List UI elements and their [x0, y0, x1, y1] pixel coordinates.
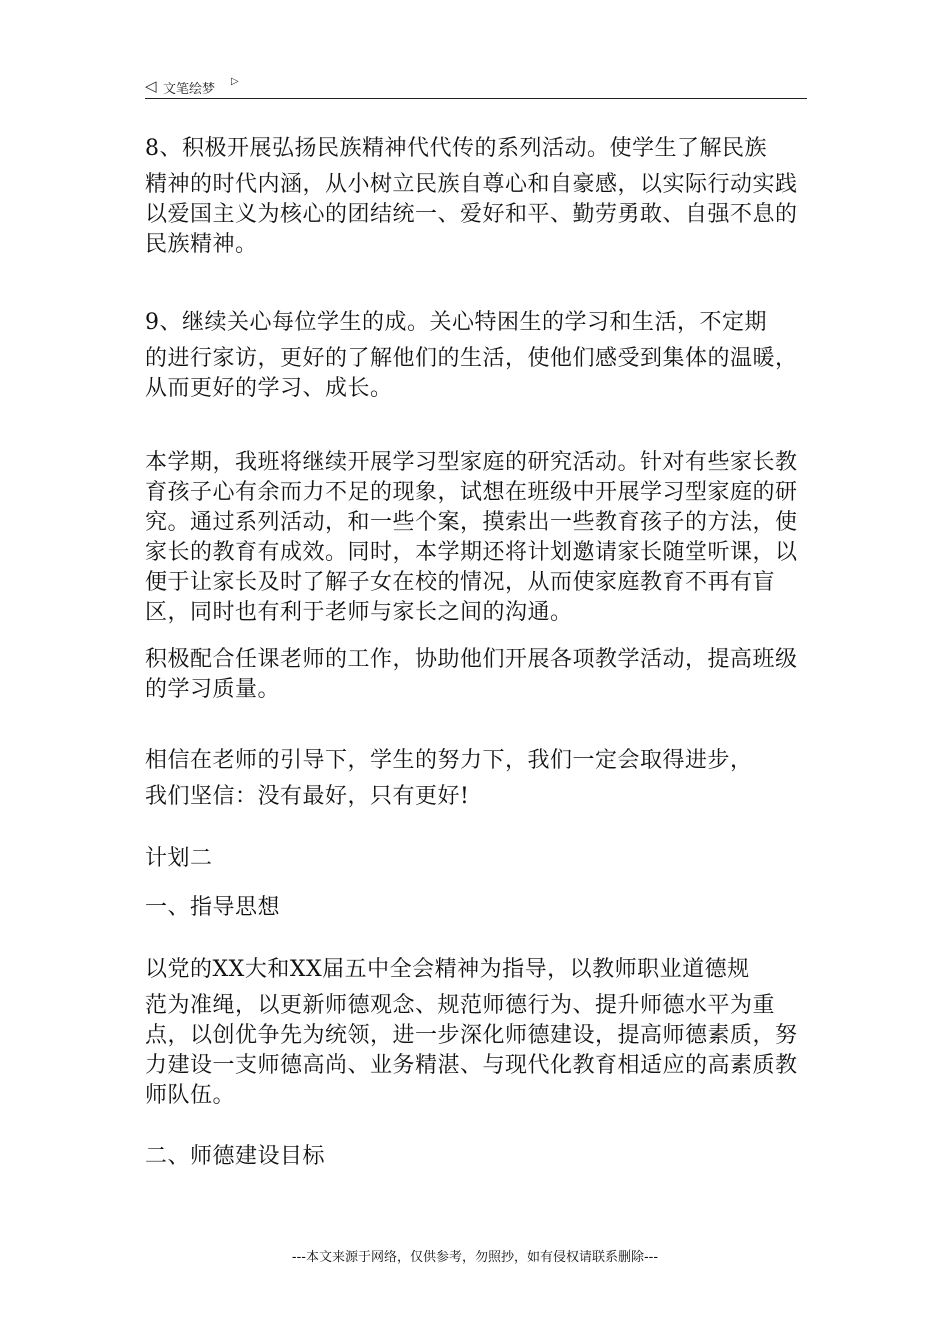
page-footer: ---本文来源于网络，仅供参考，勿照抄，如有侵权请联系删除---	[291, 1250, 659, 1265]
paragraph-conclusion: 相信在老师的引导下，学生的努力下，我们一定会取得进步， 我们坚信：没有最好，只有更好!	[145, 748, 753, 809]
page-header	[145, 74, 807, 99]
heading-ethics-goals: 二、师德建设目标	[145, 1144, 326, 1169]
paragraph-family-study: 本学期，我班将继续开展学习型家庭的研究活动。针对有些家长教育孩子心有余而力不足的现象，试想在班级中开展学习型家庭的研究。通过系列活动，和一些个案，摸索出一些教育孩子的方法，使家长的教育有成效。同时，本学期还将计划邀请家长随堂听课，以便于让家长及时了解子女在校的情况，从而使家庭教育不再有盲区，同时也有利于老师与家长之间的沟通。	[145, 450, 798, 625]
paragraph-cooperate-teachers: 积极配合任课老师的工作，协助他们开展各项教学活动，提高班级的学习质量。	[145, 647, 798, 702]
heading-guiding-ideology: 一、指导思想	[145, 895, 281, 920]
paragraph-item-9: 9、继续关心每位学生的成。关心特困生的学习和生活，不定期 的进行家访，更好的了解他们的生活，使他们感受到集体的温暖，从而更好的学习、成长。	[145, 310, 798, 401]
paragraph-guiding-ideology: 以党的XX大和XX届五中全会精神为指导，以教师职业道德规 范为准绳，以更新师德观念、规范师德行为、提升师德水平为重点，以创优争先为统领，进一步深化师德建设，提高师德素质，努力建设一支师德高尚、业务精湛、与现代化教育相适应的高素质教师队伍。	[145, 957, 798, 1108]
triangle-left-icon: ◁	[145, 77, 157, 95]
section-title-plan-two: 计划二	[145, 846, 213, 871]
paragraph-item-8: 8、积极开展弘扬民族精神代代传的系列活动。使学生了解民族 精神的时代内涵，从小树立民族自尊心和自豪感，以实际行动实践以爱国主义为核心的团结统一、爱好和平、勤劳勇敢、自强不息的民族精神。	[145, 136, 798, 257]
triangle-right-icon: ▷	[231, 76, 239, 87]
header-brand: 文笔绘梦	[163, 82, 216, 97]
